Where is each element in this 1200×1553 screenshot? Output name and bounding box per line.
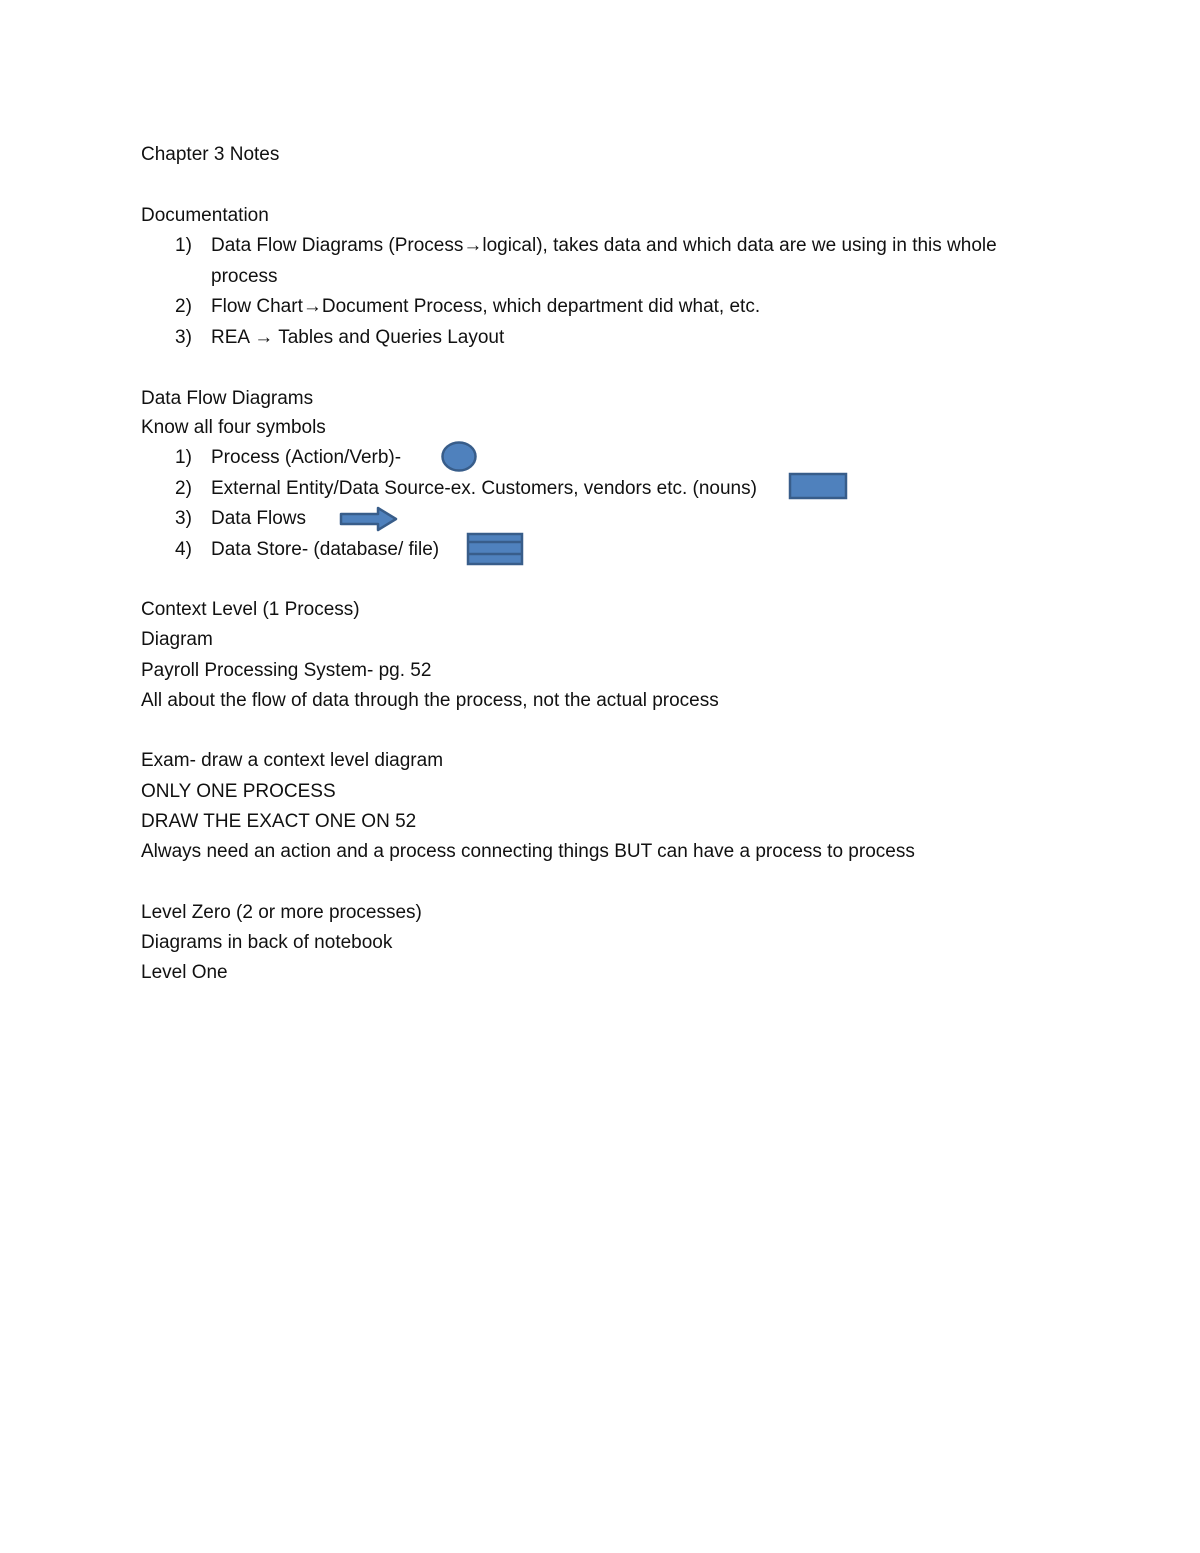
document-title: Chapter 3 Notes: [141, 144, 280, 165]
documentation-heading: Documentation: [141, 205, 269, 226]
list-item-data-flows: Data Flows: [211, 508, 307, 529]
list-number: 1): [175, 447, 192, 468]
list-number: 3): [175, 508, 192, 529]
list-number: 1): [175, 235, 192, 256]
list-item-rea: REA → Tables and Queries Layout: [211, 327, 505, 348]
process-circle-icon: [440, 440, 478, 473]
list-number: 2): [175, 478, 192, 499]
context-line-payroll: Payroll Processing System- pg. 52: [141, 660, 432, 681]
list-number: 2): [175, 296, 192, 317]
level-one-heading: Level One: [141, 962, 228, 983]
exam-line-draw-exact: DRAW THE EXACT ONE ON 52: [141, 811, 417, 832]
list-item-flow-chart: Flow Chart→Document Process, which department did what, etc.: [211, 296, 761, 317]
list-item-continuation: process: [211, 266, 278, 287]
list-item-process: Process (Action/Verb)-: [211, 447, 402, 468]
context-level-heading: Context Level (1 Process): [141, 599, 360, 620]
dfd-subheading: Know all four symbols: [141, 417, 326, 438]
exam-line-always: Always need an action and a process connecting things BUT can have a process to process: [141, 841, 915, 862]
level-zero-heading: Level Zero (2 or more processes): [141, 902, 422, 923]
exam-line-one-process: ONLY ONE PROCESS: [141, 781, 336, 802]
level-zero-line-diagrams: Diagrams in back of notebook: [141, 932, 393, 953]
exam-heading: Exam- draw a context level diagram: [141, 750, 444, 771]
list-number: 3): [175, 327, 192, 348]
data-store-icon: [466, 532, 524, 566]
dfd-heading: Data Flow Diagrams: [141, 388, 314, 409]
context-line-diagram: Diagram: [141, 629, 213, 650]
context-line-flow: All about the flow of data through the process, not the actual process: [141, 690, 719, 711]
list-item-data-store: Data Store- (database/ file): [211, 539, 440, 560]
list-item-data-flow-diagrams: Data Flow Diagrams (Process→logical), takes data and which data are we using in this whole: [211, 235, 997, 256]
list-item-external-entity: External Entity/Data Source-ex. Customers, vendors etc. (nouns): [211, 478, 757, 499]
entity-rectangle-icon: [788, 472, 848, 500]
data-flow-arrow-icon: [338, 505, 400, 533]
list-number: 4): [175, 539, 192, 560]
